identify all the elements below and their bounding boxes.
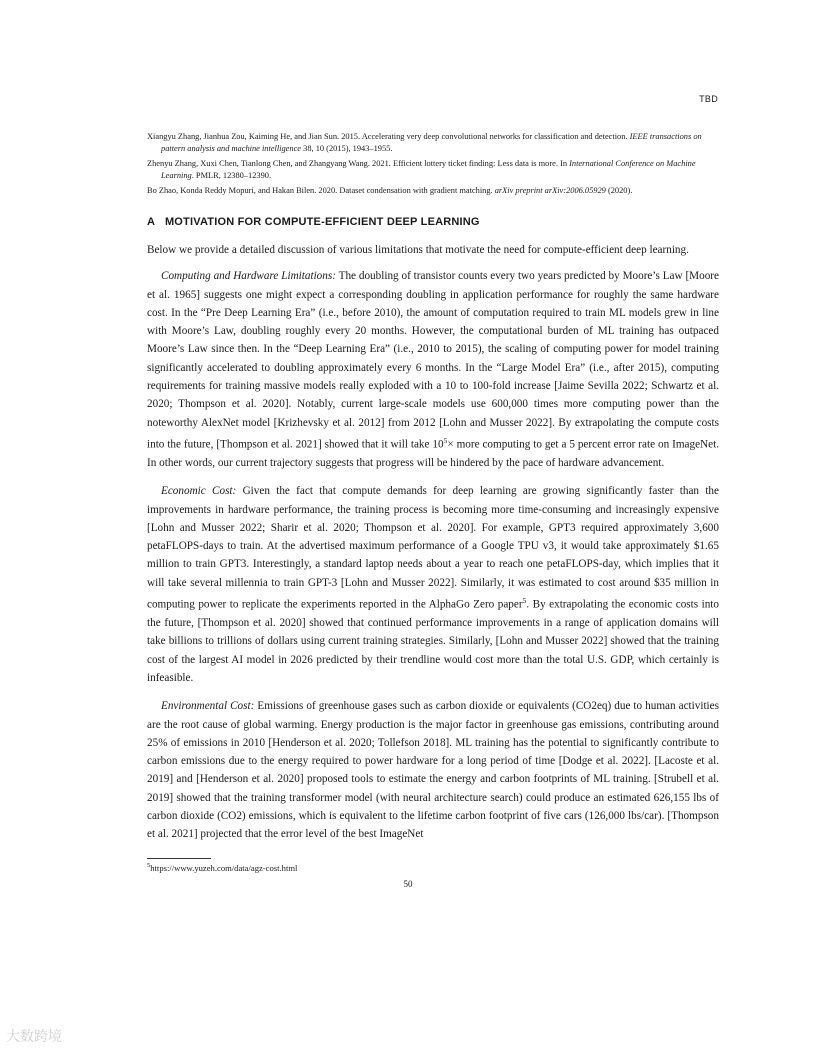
section-label: A <box>147 216 156 228</box>
reference-tail: 38, 10 (2015), 1943–1955. <box>303 143 393 153</box>
page-number: 50 <box>403 879 413 889</box>
paragraph-heading: Environmental Cost: <box>161 700 255 713</box>
paragraph-text: Emissions of greenhouse gases such as carbon dioxide or equivalents (CO2eq) due to human activities are the root cause of global warming. Energy production is the major factor in greenhouse gas emissions, contributing around 25% of emissions in 2010 [Henderson et al. 2020; Tollefson 2018]. ML training has the potential to significantly contribute to carbon emissions due to the energy required to power hardware for a long period of time [Dodge et al. 2022]. [Lacoste et al. 2019] and [Henderson et al. 2020] proposed tools to estimate the energy and carbon footprints of ML training. [Strubell et al. 2019] showed that the training transformer model (with neural architecture search) could produce an estimated 626,155 lbs of carbon dioxide (CO2) emissions, which is equivalent to the lifetime carbon footprint of five cars (126,000 lbs/car). [Thompson et al. 2021] projected that the error level of the best ImageNet <box>147 700 719 841</box>
reference-venue: International Conference on Machine Learning <box>161 159 696 180</box>
section-title: MOTIVATION FOR COMPUTE-EFFICIENT DEEP LEARNING <box>164 216 480 228</box>
footnote <box>147 862 297 873</box>
paragraph-text: The doubling of transistor counts every two years predicted by Moore’s Law [Moore et al. 1965] suggests one might expect a corresponding doubling in application performance for roughly the same hardware cost. In the “Pre Deep Learning Era” (i.e., before 2010), the amount of computation required to train ML models grew in line with Moore’s Law, doubling roughly every 20 months. However, the computational burden of ML training has outpaced Moore’s Law since then. In the “Deep Learning Era” (i.e., 2010 to 2015), the scaling of computing power for model training significantly accelerated to doubling approximately every 6 months. In the “Large Model Era” (i.e., after 2015), computing requirements for training massive models really exploded with a 10 to 100-fold increase [Jaime Sevilla 2022; Schwartz et al. 2020; Thompson et al. 2020]. Notably, current large-scale models use 600,000 times more computing power than the noteworthy AlexNet model [Krizhevsky et al. 2012] from 2012 [Lohn and Musser 2022]. By extrapolating the compute costs into the future, [Thompson et al. 2021] showed that it will take 10 <box>147 270 720 451</box>
footnote-divider <box>147 858 211 859</box>
reference-venue: arXiv preprint arXiv:2006.05929 <box>494 186 606 196</box>
intro-paragraph: Below we provide a detailed discussion of various limitations that motivate the need for compute-efficient deep learning. <box>147 244 689 256</box>
paragraph-economic <box>147 482 719 687</box>
reference-list <box>147 131 719 201</box>
footnote-ref[interactable]: 5 <box>522 596 527 606</box>
paragraph-text: . By extrapolating the economic costs into the future, [Thompson et al. 2020] showed that continued performance improvements in a range of application domains will take billions to trillions of dollars using current training strategies. Similarly, [Lohn and Musser 2022] showed that the training cost of the largest AI model in 2026 predicted by their trendline would cost more than the total U.S. GDP, which certainly is infeasible. <box>147 598 720 684</box>
reference-authors: Zhenyu Zhang, Xuxi Chen, Tianlong Chen, and Zhangyang Wang. 2021. Efficient lottery ticket finding: Less data is more. In <box>147 159 568 169</box>
watermark-logo: 大数跨境 <box>6 1028 62 1044</box>
paragraph-environmental <box>147 697 719 843</box>
running-header: TBD <box>699 94 718 104</box>
reference-authors: Xiangyu Zhang, Jianhua Zou, Kaiming He, and Jian Sun. 2015. Accelerating very deep convolutional networks for classification and detection. <box>147 132 628 141</box>
section-body <box>147 241 719 854</box>
reference-authors: Bo Zhao, Konda Reddy Mopuri, and Hakan Bilen. 2020. Dataset condensation with gradient matching. <box>147 186 493 196</box>
reference-item <box>147 158 719 181</box>
paragraph-heading: Computing and Hardware Limitations: <box>161 270 336 283</box>
footnote-url[interactable]: https://www.yuzeh.com/data/agz-cost.html <box>150 862 298 873</box>
footnote-mark: 5 <box>147 862 151 869</box>
reference-item <box>147 185 719 197</box>
paragraph-text: Given the fact that compute demands for deep learning are growing significantly faster than the improvements in hardware performance, the training process is becoming more time-consuming and increasingly expensive [Lohn and Musser 2022; Sharir et al. 2020; Thompson et al. 2020]. For example, GPT3 required approximately 3,600 petaFLOPS-days to train. At the advertised maximum performance of a Google TPU v3, it would take approximately $1.65 million to train GPT3. Interestingly, a standard laptop needs about a year to reach one petaFLOPS-day, which implies that it will take several millennia to train GPT-3 [Lohn and Musser 2022]. Similarly, it was estimated to cost around $35 million in computing power to replicate the experiments reported in the AlphaGo Zero paper <box>147 485 719 611</box>
paragraph-computing <box>147 267 719 472</box>
reference-tail: (2020). <box>607 186 633 196</box>
reference-venue: IEEE transactions on pattern analysis and machine intelligence <box>161 132 702 153</box>
superscript: 5 <box>443 435 448 445</box>
reference-tail: . PMLR, 12380–12390. <box>191 170 272 180</box>
reference-item <box>147 131 719 154</box>
paragraph-heading: Economic Cost: <box>161 485 237 498</box>
paragraph-text: × more computing to get a 5 percent error rate on ImageNet. In other words, our current trajectory suggests that progress will be hindered by the pace of hardware advancement. <box>147 438 719 469</box>
section-heading <box>147 216 480 228</box>
